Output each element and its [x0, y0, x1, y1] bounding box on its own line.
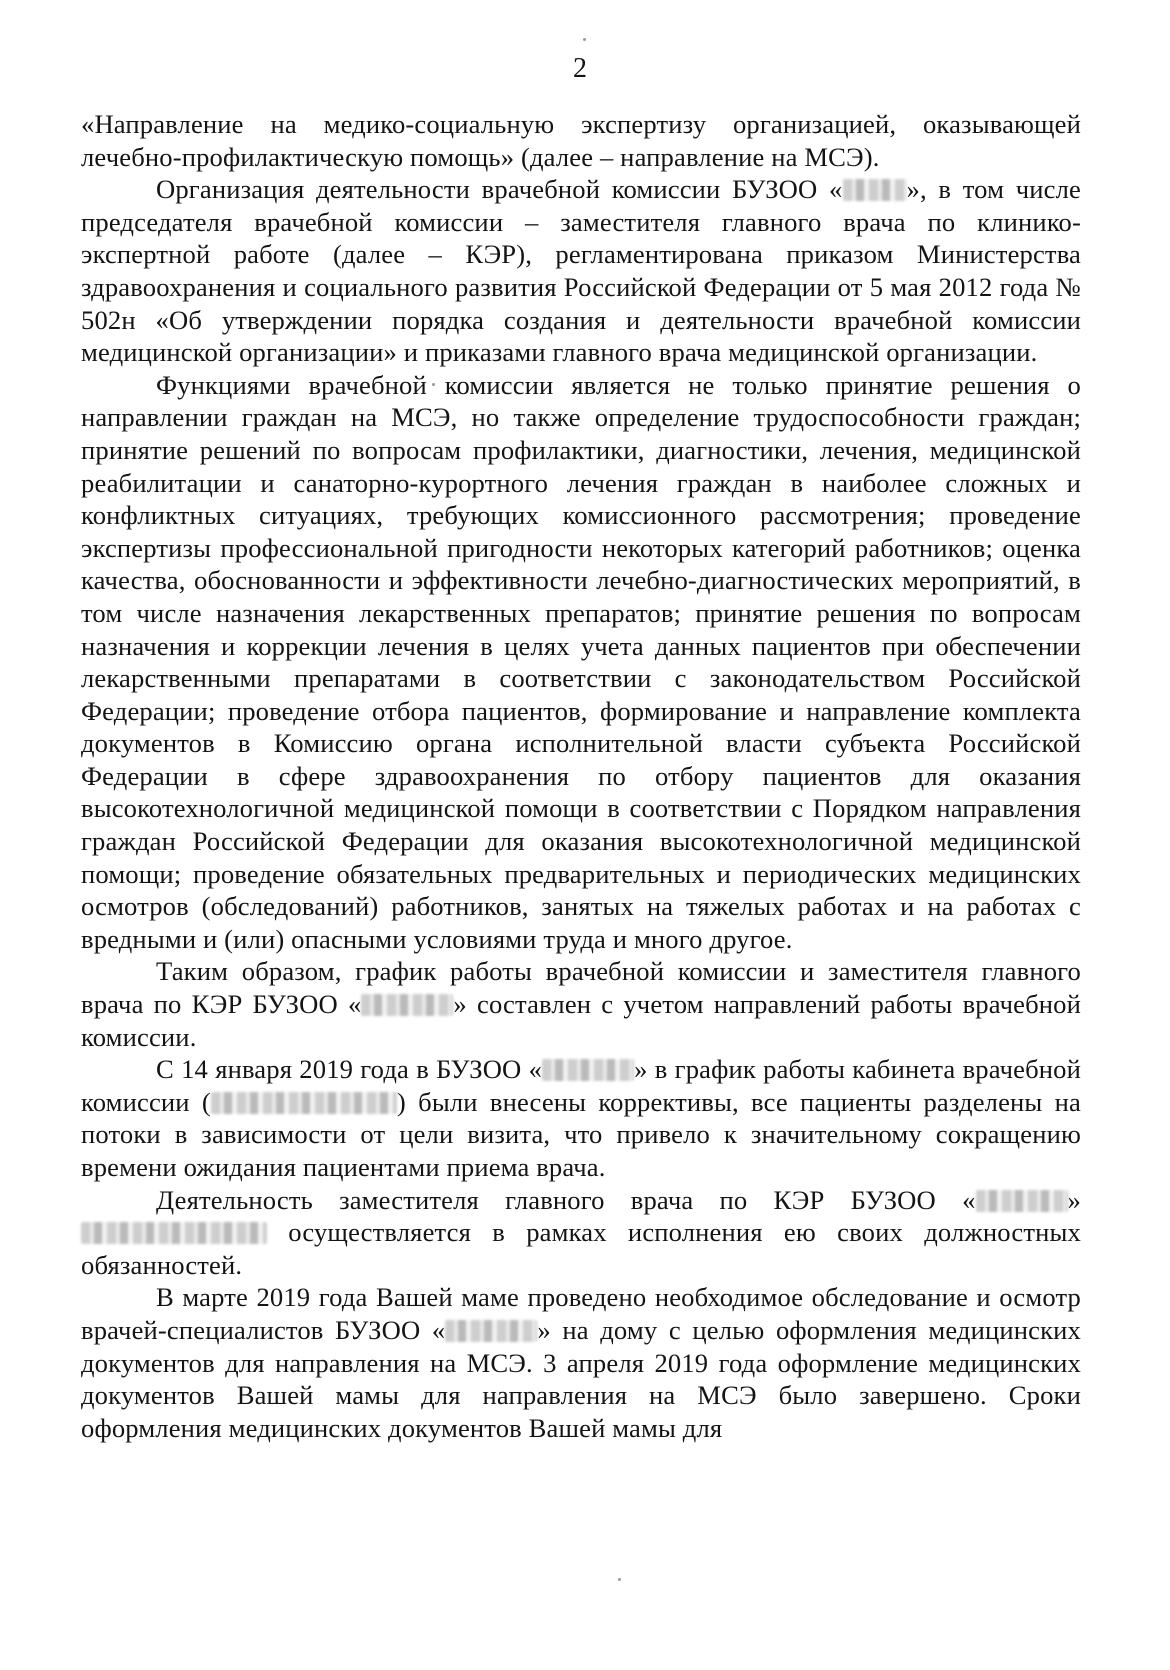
paragraph-text-part: осуществляется в рамках исполнения ею своих должностных обязанностей.: [81, 1217, 1081, 1280]
paragraph-text-part: ) были внесены коррективы, все пациенты разделены на потоки в зависимости от цели визита, что привело к значительному сокращению времени ожидания пациентами приема врача.: [81, 1086, 1082, 1182]
paragraph-text-part: » составлен с учетом направлений работы врачебной комиссии.: [81, 989, 1081, 1052]
paragraph-text-part: Таким образом, график работы врачебной комиссии и заместителя главного врача по КЭР БУЗОО «: [81, 956, 1081, 1020]
redacted-institution-name: [976, 1190, 1068, 1212]
scan-speck: [583, 38, 586, 41]
redacted-institution-name: [361, 994, 453, 1016]
paragraph-deputy-activity: [81, 1184, 1081, 1282]
paragraph-text-part: С 14 января 2019 года в БУЗОО «: [156, 1054, 543, 1085]
paragraph-examination: [81, 1281, 1081, 1444]
page-number: 2: [573, 53, 587, 84]
paragraph-schedule: [81, 955, 1081, 1053]
paragraph-text-part: » на дому с целью оформления медицинских документов для направления на МСЭ. 3 апреля 2019 года оформление медицинских документов Вашей мамы для направления на МСЭ было завершено. Сроки оформления медицинских документов Вашей мамы для: [81, 1314, 1081, 1443]
paragraph-text: Функциями врачебной комиссии является не только принятие решения о направлении граждан на МСЭ, но также определение трудоспособности граждан; принятие решений по вопросам профилактики, диагностики, лечения, медицинской реабилитации и санаторно-курортного лечения граждан в наиболее сложных и конфликтных ситуациях, требующих комиссионного рассмотрения; проведение экспертизы профессиональной пригодности некоторых категорий работников; оценка качества, обоснованности и эффективности лечебно-диагностических мероприятий, в том числе назначения лекарственных препаратов; принятие решения по вопросам назначения и коррекции лечения в целях учета данных пациентов при обеспечении лекарственными препаратами в соответствии с законодательством Российской Федерации; проведение отбора пациентов, формирование и направление комплекта документов в Комиссию органа исполнительной власти субъекта Российской Федерации в сфере здравоохранения по отбору пациентов для оказания высокотехнологичной медицинской помощи в соответствии с Порядком направления граждан Российской Федерации для оказания высокотехнологичной медицинской помощи; проведение обязательных предварительных и периодических медицинских осмотров (обследований) работников, занятых на тяжелых работах и на работах с вредными и (или) опасными условиями труда и много другое.: [81, 369, 1081, 954]
paragraph-commission-organization: [81, 173, 1081, 369]
paragraph-text-part: Организация деятельности врачебной комиссии БУЗОО «: [156, 174, 843, 205]
paragraph-text: «Направление на медико-социальную экспертизу организацией, оказывающей лечебно-профилактическую помощь» (далее – направление на МСЭ).: [81, 109, 1081, 172]
paragraph-schedule-changes: [81, 1053, 1081, 1183]
redacted-room-number: [211, 1092, 397, 1114]
paragraph-text-part: »: [1067, 1184, 1081, 1215]
paragraph-text-part: », в том числе председателя врачебной комиссии – заместителя главного врача по клинико-экспертной работе (далее – КЭР), регламентирована приказом Министерства здравоохранения и социального развития Российской Федерации от 5 мая 2012 года № 502н «Об утверждении порядка создания и деятельности врачебной комиссии медицинской организации» и приказами главного врача медицинской организации.: [81, 174, 1081, 368]
scan-speck: [618, 1578, 621, 1581]
redacted-person-name: [81, 1222, 267, 1244]
paragraph-text-part: » в график работы кабинета врачебной комиссии (: [81, 1054, 1081, 1117]
redacted-institution-name: [843, 179, 907, 201]
redacted-institution-name: [542, 1059, 634, 1081]
paragraph-referral-definition: [81, 108, 1081, 173]
redacted-institution-name: [445, 1320, 537, 1342]
paragraph-text-part: Деятельность заместителя главного врача по КЭР БУЗОО «: [156, 1184, 976, 1215]
letter-body: [81, 108, 1081, 1444]
paragraph-text-part: В марте 2019 года Вашей маме проведено необходимое обследование и осмотр врачей-специалистов БУЗОО «: [81, 1282, 1081, 1345]
paragraph-commission-functions: [81, 369, 1081, 956]
